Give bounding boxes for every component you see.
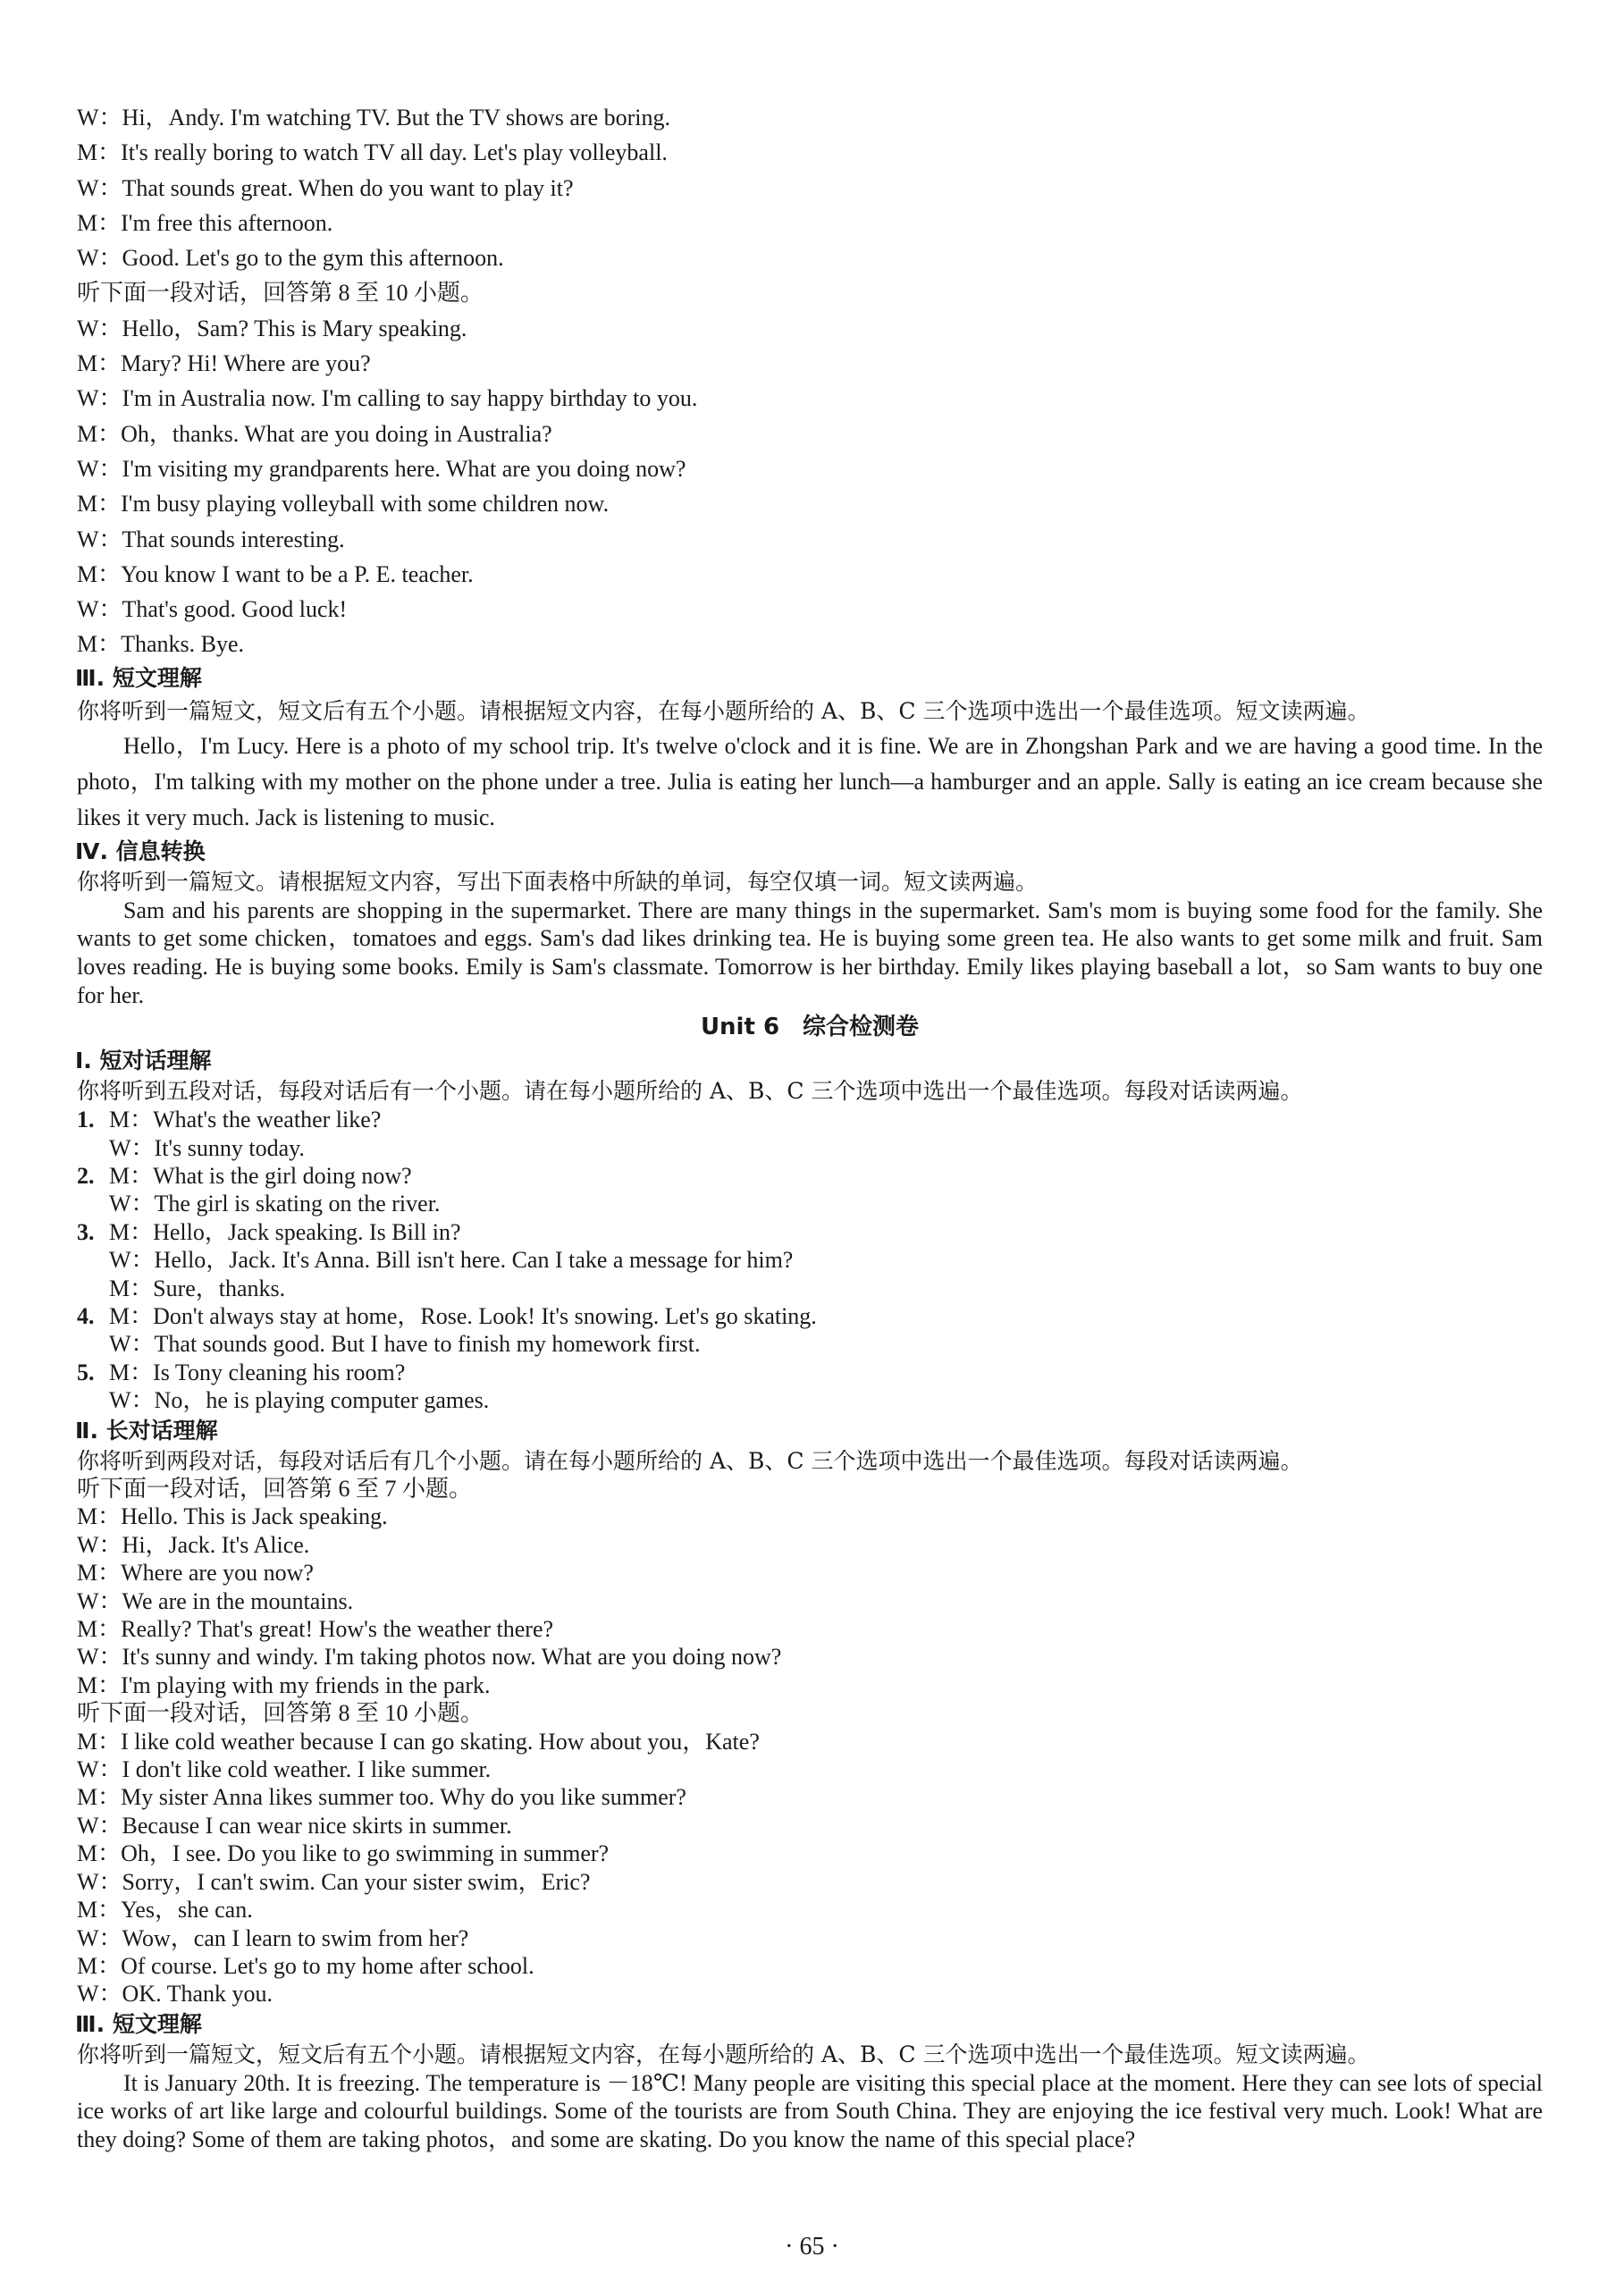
dialog-line: W：Hi，Andy. I'm watching TV. But the TV shows are boring. (77, 105, 671, 130)
dialog-line: 听下面一段对话，回答第 6 至 7 小题。 (77, 1476, 473, 1502)
section-instruction: 你将听到一篇短文，短文后有五个小题。请根据短文内容，在每小题所给的 A、B、C 三个选项中选出一个最佳选项。短文读两遍。 (77, 2041, 1370, 2067)
dialog-line: W：Wow，can I learn to swim from her? (77, 1924, 469, 1951)
dialog-line: W：Hello，Sam? This is Mary speaking. (77, 315, 467, 341)
dialog-line: M：Oh，I see. Do you like to go swimming in summer? (77, 1840, 610, 1867)
dialog-line: M：You know I want to be a P. E. teacher. (77, 560, 474, 587)
item-number: 2. (77, 1162, 95, 1189)
dialog-line: W：I'm in Australia now. I'm calling to say happy birthday to you. (77, 385, 698, 412)
item-number: 5. (77, 1359, 95, 1385)
top-dialog (77, 100, 1543, 662)
dialog-line: W：I don't like cold weather. I like summer. (77, 1756, 492, 1783)
section-instruction: 你将听到一篇短文，短文后有五个小题。请根据短文内容，在每小题所给的 A、B、C 三个选项中选出一个最佳选项。短文读两遍。 (77, 697, 1370, 724)
dialog-line: M：I'm busy playing volleyball with some children now. (77, 491, 610, 518)
dialog-line: M：Sure，thanks. (109, 1275, 286, 1301)
dialog-line: M：Of course. Let's go to my home after school. (77, 1952, 534, 1979)
section-instruction: 你将听到一篇短文。请根据短文内容，写出下面表格中所缺的单词，每空仅填一词。短文读两遍。 (77, 868, 1039, 895)
section-instruction: 你将听到两段对话，每段对话后有几个小题。请在每小题所给的 A、B、C 三个选项中选出一个最佳选项。每段对话读两遍。 (77, 1447, 1303, 1474)
dialog-line: W：Good. Let's go to the gym this afternoon. (77, 245, 504, 272)
dialog-line: W：The girl is skating on the river. (109, 1191, 441, 1217)
dialog-line: M：Really? That's great! How's the weather there? (77, 1616, 554, 1643)
dialog-line: W：That sounds interesting. (77, 526, 345, 552)
section-title: Ⅲ. 短文理解 (75, 664, 202, 691)
page-number: · 65 · (785, 2233, 839, 2260)
dialog-line: M：What is the girl doing now? (109, 1162, 412, 1189)
dialog-line: M：I'm free this afternoon. (77, 209, 333, 236)
dialog-line: W：That sounds good. But I have to finish my homework first. (109, 1331, 701, 1358)
dialog-line: W：Because I can wear nice skirts in summer. (77, 1812, 512, 1839)
item-number: 4. (77, 1302, 95, 1329)
dialog-line: W：Hello，Jack. It's Anna. Bill isn't here. Can I take a message for him? (109, 1247, 794, 1274)
dialog-line: W：It's sunny and windy. I'm taking photos now. What are you doing now? (77, 1644, 782, 1671)
item-number: 3. (77, 1218, 95, 1245)
dialog-line: W：It's sunny today. (109, 1134, 305, 1161)
section-title: Ⅲ. 短文理解 (75, 2010, 202, 2037)
page-content (77, 100, 1543, 2154)
dialog-line: M：It's really boring to watch TV all day. Let's play volleyball. (77, 139, 668, 166)
dialog-line: W：No，he is playing computer games. (109, 1387, 490, 1414)
section-instruction: 你将听到五段对话，每段对话后有一个小题。请在每小题所给的 A、B、C 三个选项中选出一个最佳选项。每段对话读两遍。 (77, 1078, 1303, 1105)
passage: Hello，I'm Lucy. Here is a photo of my school trip. It's twelve o'clock and it is fine. We are in Zhongshan Park and we are having a good time. In the photo，I'm talking with my mother on the phone under a tree. Julia is eating her lunch—a hamburger and an apple. Sally is eating an ice cream because she likes it very much. Jack is listening to music. (77, 732, 1543, 830)
dialog-line: M：Oh，thanks. What are you doing in Australia? (77, 420, 552, 447)
dialog-line: M：Mary? Hi! Where are you? (77, 350, 371, 377)
short-dialogs (77, 1106, 1543, 1414)
passage: It is January 20th. It is freezing. The temperature is －18℃! Many people are visiting this special place at the moment. Here they can see lots of special ice works of art like large and colourful buildings. Some of the tourists are from South China. They are enjoying the ice festival very much. Look! What are they doing? Some of them are taking photos，and some are skating. Do you know the name of this special place? (77, 2069, 1543, 2152)
dialog-line: M：I'm playing with my friends in the park. (77, 1671, 491, 1698)
dialog-line: W：I'm visiting my grandparents here. What are you doing now? (77, 455, 686, 482)
dialog-line: M：I like cold weather because I can go skating. How about you，Kate? (77, 1728, 760, 1755)
dialog-line: W：Hi，Jack. It's Alice. (77, 1531, 310, 1558)
dialog-line: 听下面一段对话，回答第 8 至 10 小题。 (77, 1700, 484, 1727)
section-title: Ⅳ. 信息转换 (75, 838, 206, 864)
dialog-line: M：Is Tony cleaning his room? (109, 1359, 406, 1385)
item-number: 1. (77, 1107, 95, 1133)
dialog-line: M：What's the weather like? (109, 1107, 382, 1133)
dialog-line: W：That sounds great. When do you want to play it? (77, 174, 574, 201)
dialog-line: M：Hello. This is Jack speaking. (77, 1503, 388, 1530)
section-title: Ⅱ. 长对话理解 (75, 1417, 218, 1444)
dialog-line: W：Sorry，I can't swim. Can your sister swim，Eric? (77, 1868, 591, 1895)
dialog-line: M：Yes，she can. (77, 1897, 253, 1924)
section-title: Ⅰ. 短对话理解 (75, 1048, 212, 1074)
dialog-line: M：Thanks. Bye. (77, 631, 245, 658)
passage: Sam and his parents are shopping in the supermarket. There are many things in the supermarket. Sam's mom is buying some food for the family. She wants to get some chicken，tomatoes and eggs. Sam's dad likes drinking tea. He is buying some green tea. He also wants to get some milk and fruit. Sam loves reading. He is buying some books. Emily is Sam's classmate. Tomorrow is her birthday. Emily likes playing baseball a lot，so Sam wants to buy one for her. (77, 897, 1543, 1008)
dialog-line: M：Don't always stay at home，Rose. Look! It's snowing. Let's go skating. (109, 1302, 817, 1329)
dialog-line: 听下面一段对话，回答第 8 至 10 小题。 (77, 280, 484, 307)
unit-title: Unit 6 综合检测卷 (700, 1014, 920, 1041)
long-dialogs (77, 1447, 1543, 2008)
dialog-line: M：My sister Anna likes summer too. Why do you like summer? (77, 1784, 686, 1811)
dialog-line: W：OK. Thank you. (77, 1981, 273, 2008)
dialog-line: W：That's good. Good luck! (77, 596, 348, 623)
dialog-line: W：We are in the mountains. (77, 1587, 354, 1614)
dialog-line: M：Hello，Jack speaking. Is Bill in? (109, 1218, 461, 1245)
dialog-line: M：Where are you now? (77, 1560, 314, 1587)
